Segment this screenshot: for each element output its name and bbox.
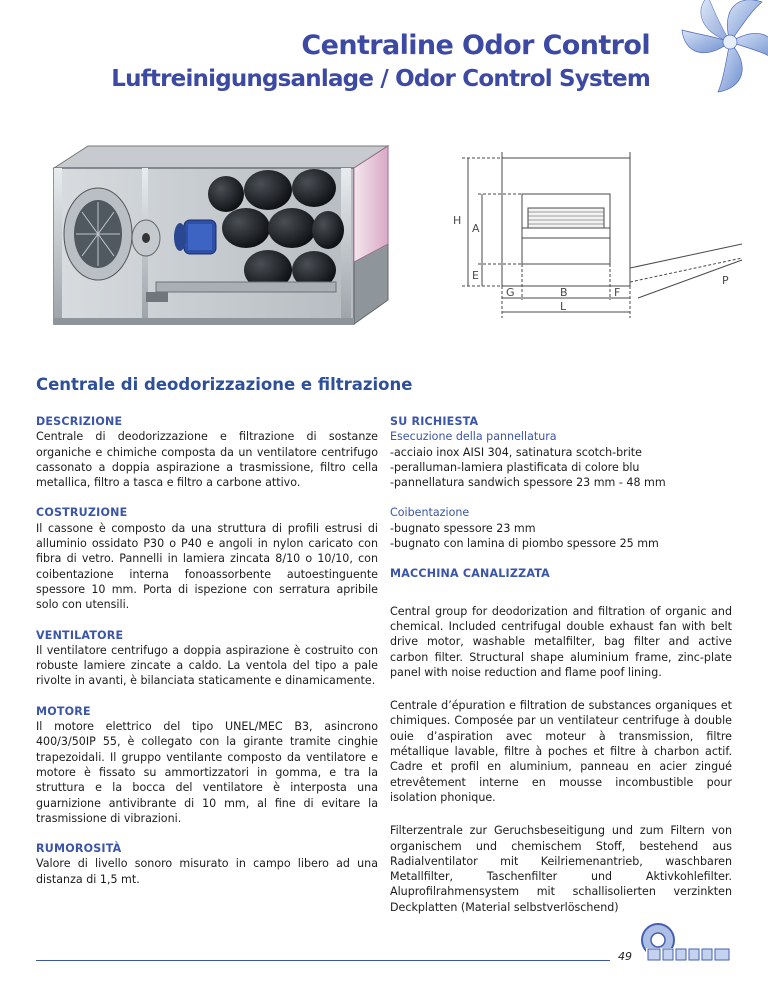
german-block — [390, 823, 732, 915]
descrizione-heading: DESCRIZIONE — [36, 415, 123, 428]
coibentazione-item: -bugnato spessore 23 mm — [390, 521, 536, 535]
su-richiesta-heading: SU RICHIESTA — [390, 415, 479, 428]
label-f: F — [614, 286, 621, 299]
rumorosita-text: Valore di livello sonoro misurato in campo libero ad una distanza di 1,5 mt. — [36, 857, 378, 886]
label-p: P — [722, 274, 729, 287]
french-block — [390, 698, 732, 805]
costruzione-heading: COSTRUZIONE — [36, 506, 128, 520]
descrizione-block — [36, 414, 378, 490]
label-l: L — [560, 300, 567, 313]
ventilatore-text: Il ventilatore centrifugo a doppia aspirazione è costruito con robuste lamiere zincate a caldo. La ventola del tipo a pale rivolte in avanti, è bilanciata staticamente e dinamicamente. — [36, 643, 378, 688]
footer-rule — [36, 960, 610, 961]
label-h: H — [453, 214, 462, 227]
french-text: Centrale d’épuration e filtration de substances organiques et chimiques. Composée par un ventilateur centrifuge à double ouie d’aspiration avec moteur à transmission, filtre métallique lavable, filtre à poches et filtre à charbon actif. Cadre et profil en aluminium, panneau en acier zingué etrevêtement interne en mousse incombustible pour isolation phonique. — [390, 699, 732, 804]
pannellatura-subheading: Esecuzione della pannellatura — [390, 430, 557, 444]
page-title: Centraline Odor Control — [301, 30, 650, 61]
label-b: B — [560, 286, 568, 299]
coibentazione-item: -bugnato con lamina di piombo spessore 25 mm — [390, 537, 659, 551]
decorative-fan-graphic — [648, 0, 768, 125]
german-text: Filterzentrale zur Geruchsbeseitigung und zum Filtern von organischem und chemischem Stoff, bestehend aus Radialventilator mit Keilriemenantrieb, waschbaren Metallfilter, Taschenfilter und Aktivkohlefilter. Aluprofilrahmensystem mit schallisolierten verzinkten Deckplatten (Material selbstverlöschend) — [390, 824, 732, 914]
macchina-canalizzata-block — [390, 566, 732, 581]
english-block — [390, 604, 732, 680]
section-title: Centrale di deodorizzazione e filtrazione — [36, 375, 413, 394]
macchina-canalizzata-heading: MACCHINA CANALIZZATA — [390, 567, 550, 581]
motore-text: Il motore elettrico del tipo UNEL/MEC B3, asincrono 400/3/50IP 55, è collegato con la girante tramite cinghie trapezoidali. Il gruppo ventilante composto da ventilatore e motore è fissato su ammortizzatori in gomma, e tra la struttura e la bocca del ventilatore è interposta una guarnizione antivibrante di 10 mm, al fine di evitare la trasmissione di vibrazioni. — [36, 720, 378, 825]
rumorosita-block — [36, 841, 378, 887]
su-richiesta-block — [390, 414, 732, 490]
coibentazione-block — [390, 505, 732, 551]
unit-photo — [36, 142, 416, 342]
pannellatura-item: -pannellatura sandwich spessore 23 mm - 48 mm — [390, 476, 666, 490]
label-e: E — [472, 269, 479, 282]
pannellatura-item: -acciaio inox AISI 304, satinatura scotch-brite — [390, 445, 642, 459]
rumorosita-heading: RUMOROSITÀ — [36, 842, 122, 856]
right-column — [390, 414, 732, 930]
label-a: A — [472, 222, 480, 235]
costruzione-text: Il cassone è composto da una struttura di profili estrusi di alluminio ossidato P30 o P40 e angoli in nylon caricato con fibra di vetro. Pannelli in lamiera zincata 8/10 o 10/10, con coibentazione interna fonoassorbente autoestinguente spessore 10 mm. Porta di ispezione con serratura apribile solo con utensili. — [36, 521, 378, 612]
dimension-drawing — [442, 148, 752, 323]
page-number: 49 — [618, 950, 632, 963]
left-column — [36, 414, 378, 902]
label-g: G — [506, 286, 515, 299]
coibentazione-subheading: Coibentazione — [390, 506, 470, 520]
brand-logo — [636, 916, 736, 966]
motore-block — [36, 704, 378, 826]
ventilatore-heading: VENTILATORE — [36, 628, 124, 642]
ventilatore-block — [36, 628, 378, 689]
motore-heading: MOTORE — [36, 704, 91, 718]
costruzione-block — [36, 505, 378, 612]
english-text: Central group for deodorization and filtration of organic and chemical. Included centrifugal double exhaust fan with belt drive motor, washable metalfilter, bag filter and active carbon filter. Structural shape aluminium frame, zinc-plate panel with noise reduction and flame poof lining. — [390, 604, 732, 679]
page-subtitle: Luftreinigungsanlage / Odor Control System — [111, 66, 650, 92]
descrizione-text: Centrale di deodorizzazione e filtrazione di sostanze organiche e chimiche composta da un ventilatore centrifugo cassonato a doppia aspirazione a trasmissione, filtro cella metallica, filtro a tasca e filtro a carbone attivo. — [36, 430, 378, 490]
pannellatura-item: -peralluman-lamiera plastificata di colore blu — [390, 460, 640, 474]
